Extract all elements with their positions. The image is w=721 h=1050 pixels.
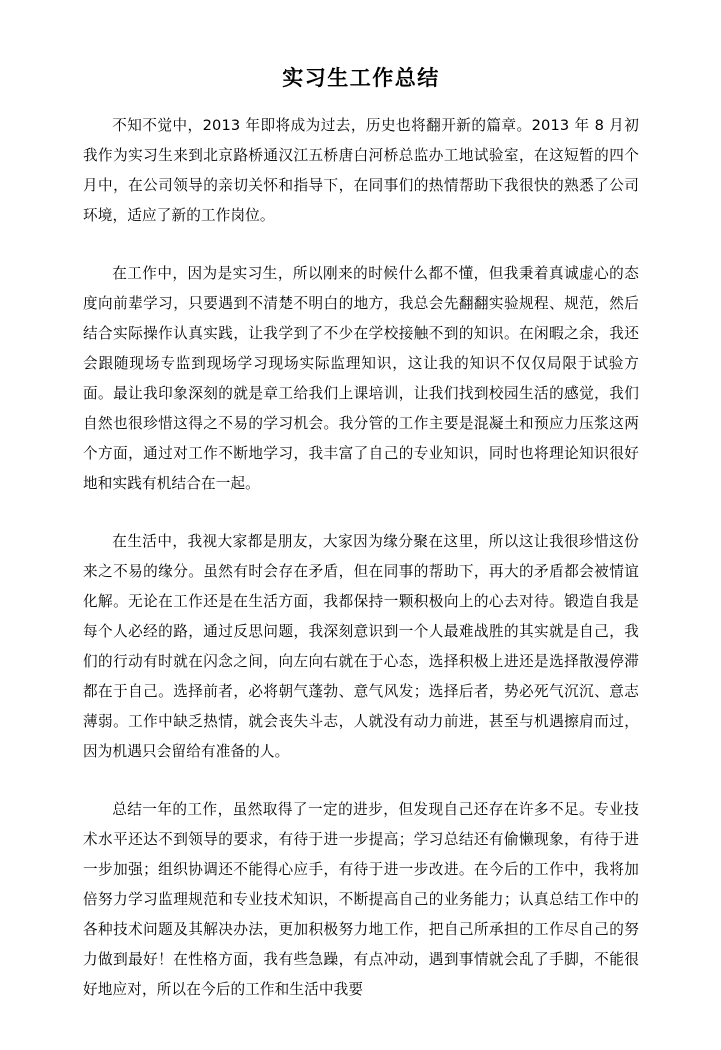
body-paragraph-3: 在生活中，我视大家都是朋友，大家因为缘分聚在这里，所以这让我很珍惜这份来之不易的缘分。虽然有时会存在矛盾，但在同事的帮助下，再大的矛盾都会被情谊化解。无论在工作还是在生活方面，我都保持一颗积极向上的心去对待。锻造自我是每个人必经的路，通过反思问题，我深刻意识到一个人最难战胜的其实就是自己，我们的行动有时就在闪念之间，向左向右就在于心态，选择积极上进还是选择散漫停滞都在于自己。选择前者，必将朝气蓬勃、意气风发；选择后者，势必死气沉沉、意志薄弱。工作中缺乏热情，就会丧失斗志，人就没有动力前进，甚至与机遇擦肩而过，因为机遇只会留给有准备的人。 [83,533,639,760]
paragraph-list [83,111,639,1005]
body-paragraph-2: 在工作中，因为是实习生，所以刚来的时候什么都不懂，但我秉着真诚虚心的态度向前辈学习，只要遇到不清楚不明白的地方，我总会先翻翻实验规程、规范，然后结合实际操作认真实践，让我学到了不少在学校接触不到的知识。在闲暇之余，我还会跟随现场专监到现场学习现场实际监理知识，这让我的知识不仅仅局限于试验方面。最让我印象深刻的就是章工给我们上课培训，让我们找到校园生活的感觉，我们自然也很珍惜这得之不易的学习机会。我分管的工作主要是混凝土和预应力压浆这两个方面，通过对工作不断地学习，我丰富了自己的专业知识，同时也将理论知识很好地和实践有机结合在一起。 [83,265,639,492]
page-title: 实习生工作总结 [282,66,440,90]
document-body [83,0,639,1050]
body-paragraph-4: 总结一年的工作，虽然取得了一定的进步，但发现自己还存在许多不足。专业技术水平还达不到领导的要求，有待于进一步提高；学习总结还有偷懒现象，有待于进一步加强；组织协调还不能得心应手，有待于进一步改进。在今后的工作中，我将加倍努力学习监理规范和专业技术知识，不断提高自己的业务能力；认真总结工作中的各种技术问题及其解决办法，更加积极努力地工作，把自己所承担的工作尽自己的努力做到最好！在性格方面，我有些急躁，有点冲动，遇到事情就会乱了手脚，不能很好地应对，所以在今后的工作和生活中我要 [83,801,639,998]
body-paragraph-1: 不知不觉中，2013 年即将成为过去，历史也将翻开新的篇章。2013 年 8 月初我作为实习生来到北京路桥通汉江五桥唐白河桥总监办工地试验室，在这短暂的四个月中，在公司领导的亲切关怀和指导下，在同事们的热情帮助下我很快的熟悉了公司环境，适应了新的工作岗位。 [83,117,639,224]
